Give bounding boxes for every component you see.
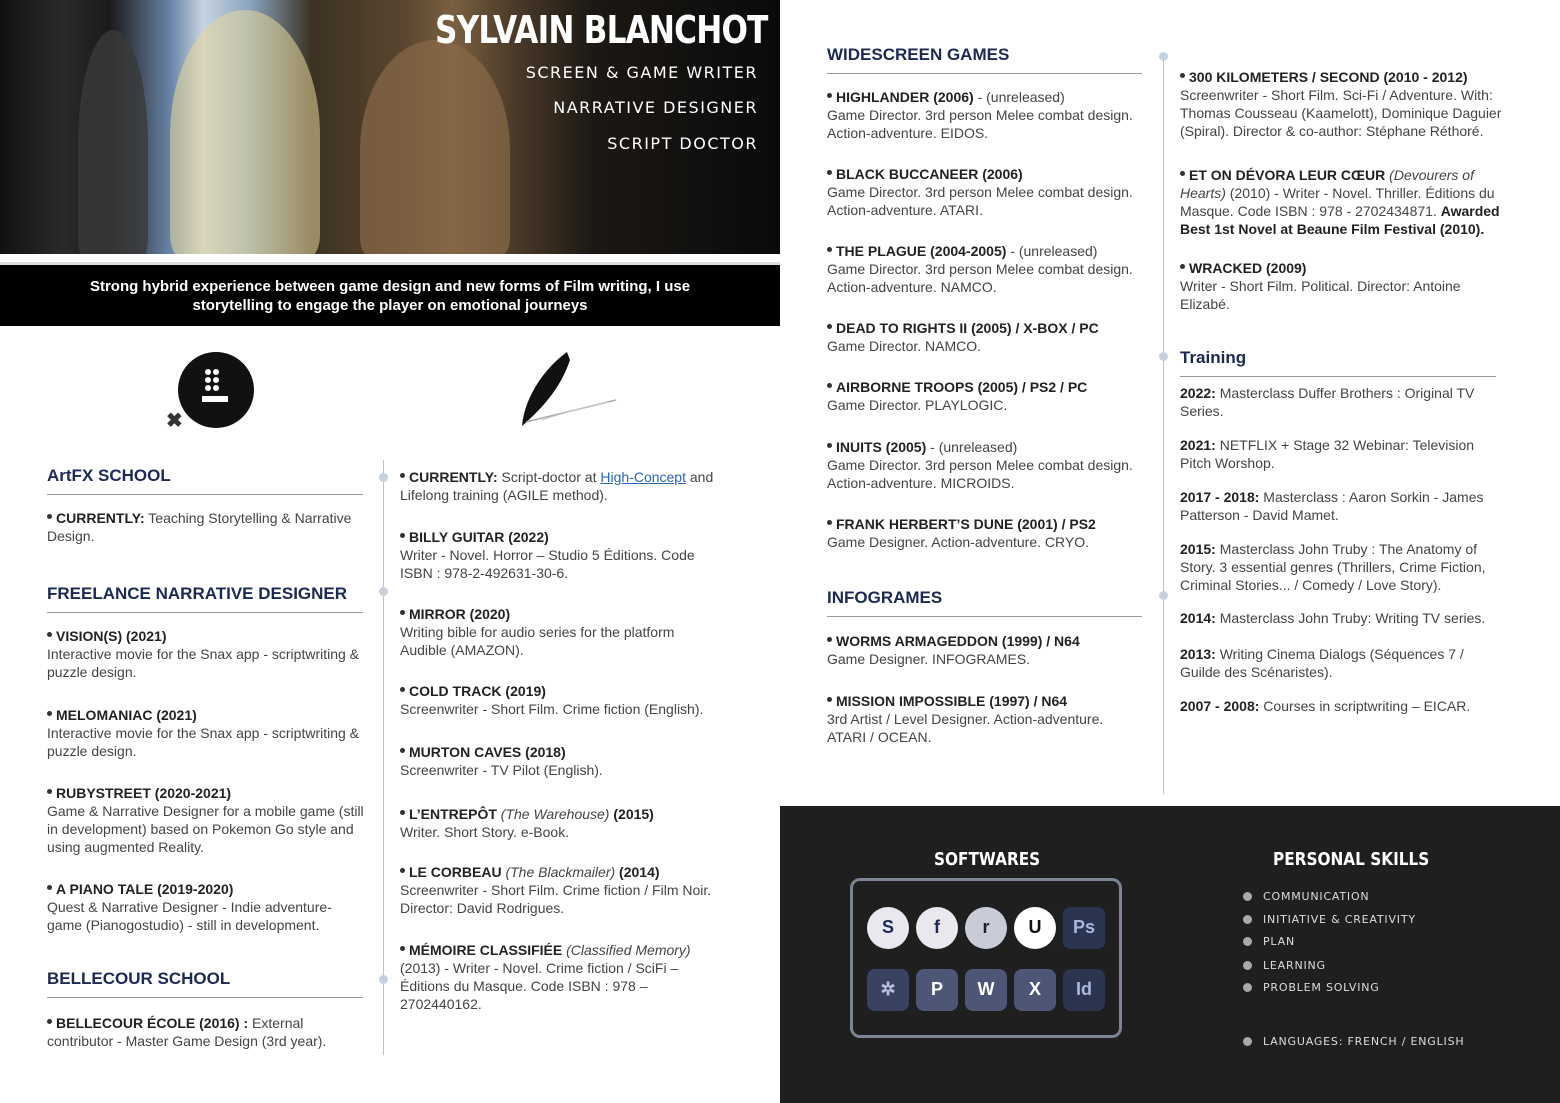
timeline-dot: [379, 473, 388, 482]
list-item: DEAD TO RIGHTS II (2005) / X-BOX / PC Game Director. NAMCO.: [827, 320, 1099, 354]
list-item: BILLY GUITAR (2022) Writer - Novel. Horror – Studio 5 Éditions. Code ISBN : 978-2-492631-30-6.: [400, 529, 695, 581]
section-bellecour: BELLECOUR SCHOOL: [47, 968, 363, 998]
skills-panel: [780, 806, 1560, 1103]
list-item: 2013: Writing Cinema Dialogs (Séquences 7 / Guilde des Scénaristes).: [1180, 646, 1464, 680]
list-item: 2022: Masterclass Duffer Brothers : Original TV Series.: [1180, 385, 1475, 419]
list-item: L’ENTREPÔT (The Warehouse) (2015) Writer. Short Story. e-Book.: [400, 806, 654, 840]
quill-icon: [512, 350, 622, 430]
tagline-line-2: storytelling to engage the player on emotional journeys: [192, 297, 588, 314]
mind-map-icon: ✲: [867, 969, 909, 1011]
role-2: NARRATIVE DESIGNER: [553, 98, 758, 117]
game-controller-icon: [178, 352, 254, 428]
list-item: BLACK BUCCANEER (2006) Game Director. 3rd person Melee combat design. Action-adventure. ATARI.: [827, 166, 1133, 218]
role-1: SCREEN & GAME WRITER: [525, 63, 758, 82]
skill-item: LEARNING: [1263, 959, 1326, 972]
list-item: INUITS (2005) - (unreleased) Game Director. 3rd person Melee combat design. Action-adventure. MICROIDS.: [827, 439, 1133, 491]
section-widescreen: WIDESCREEN GAMES: [827, 44, 1142, 74]
timeline-line: [1163, 52, 1164, 794]
hero-figure-left: [78, 30, 148, 254]
hero-banner: [0, 0, 780, 254]
timeline-dot: [379, 975, 388, 984]
hero-figure-right: [360, 40, 510, 254]
list-item: MÉMOIRE CLASSIFIÉE (Classified Memory) (2013) - Writer - Novel. Crime fiction / SciFi – Éditions du Masque. Code ISBN : 978 – 2702440162.: [400, 942, 691, 1012]
list-item: LE CORBEAU (The Blackmailer) (2014) Screenwriter - Short Film. Crime fiction / Film Noir. Director: David Rodrigues.: [400, 864, 712, 916]
list-item: A PIANO TALE (2019-2020) Quest & Narrative Designer - Indie adventure-game (Pianogostudio) - still in development.: [47, 881, 332, 933]
list-item: COLD TRACK (2019) Screenwriter - Short Film. Crime fiction (English).: [400, 683, 704, 717]
section-training: Training: [1180, 347, 1496, 377]
list-item: FRANK HERBERT’S DUNE (2001) / PS2 Game Designer. Action-adventure. CRYO.: [827, 516, 1096, 550]
list-item: 300 KILOMETERS / SECOND (2010 - 2012) Screenwriter - Short Film. Sci-Fi / Adventure. With: Thomas Cousseau (Kaamelott), Dominique Daguier (Spiral). Director & co-author: Stéphane Réthoré.: [1180, 69, 1502, 139]
photoshop-icon: Ps: [1063, 907, 1105, 949]
list-item: 2021: NETFLIX + Stage 32 Webinar: Television Pitch Worshop.: [1180, 437, 1475, 471]
section-infogrames: INFOGRAMES: [827, 587, 1142, 617]
list-item: WRACKED (2009) Writer - Short Film. Political. Director: Antoine Elizabé.: [1180, 260, 1461, 312]
list-item: VISION(S) (2021) Interactive movie for the Snax app - scriptwriting & puzzle design.: [47, 628, 360, 680]
list-item: MELOMANIAC (2021) Interactive movie for the Snax app - scriptwriting & puzzle design.: [47, 707, 360, 759]
list-item: CURRENTLY: Teaching Storytelling & Narrative Design.: [47, 510, 352, 544]
list-item: MIRROR (2020) Writing bible for audio series for the platform Audible (AMAZON).: [400, 606, 675, 658]
languages-item: LANGUAGES: FRENCH / ENGLISH: [1263, 1035, 1465, 1048]
list-item: HIGHLANDER (2006) - (unreleased) Game Director. 3rd person Melee combat design. Action-adventure. EIDOS.: [827, 89, 1133, 141]
scrivener-icon: S: [867, 907, 909, 949]
cross-icon: ✖: [166, 410, 183, 432]
list-item: WORMS ARMAGEDDON (1999) / N64 Game Designer. INFOGRAMES.: [827, 633, 1080, 667]
skill-item: COMMUNICATION: [1263, 890, 1370, 903]
list-item: MISSION IMPOSSIBLE (1997) / N64 3rd Artist / Level Designer. Action-adventure. ATARI / OCEAN.: [827, 693, 1104, 745]
timeline-dot: [1159, 591, 1168, 600]
softwares-box: [850, 878, 1122, 1038]
softwares-title: SOFTWARES: [934, 849, 1041, 870]
unreal-engine-icon: U: [1014, 907, 1056, 949]
final-draft-icon: f: [916, 907, 958, 949]
list-item: 2007 - 2008: Courses in scriptwriting – EICAR.: [1180, 698, 1471, 714]
timeline-dot: [379, 587, 388, 596]
hero-figure-center: [170, 10, 320, 254]
powerpoint-icon: P: [916, 969, 958, 1011]
name-title: SYLVAIN BLANCHOT: [435, 8, 768, 52]
skill-item: PLAN: [1263, 935, 1295, 948]
section-artfx: ArtFX SCHOOL: [47, 465, 363, 495]
list-item: AIRBORNE TROOPS (2005) / PS2 / PC Game Director. PLAYLOGIC.: [827, 379, 1088, 413]
celtx-icon: r: [965, 907, 1007, 949]
list-item: ET ON DÉVORA LEUR CŒUR (Devourers of Hearts) (2010) - Writer - Novel. Thriller. Éditions du Masque. Code ISBN : 978 - 2702434871. Awarded Best 1st Novel at Beaune Film Festival (2010).: [1180, 167, 1500, 237]
list-item: 2017 - 2018: Masterclass : Aaron Sorkin - James Patterson - David Mamet.: [1180, 489, 1484, 523]
high-concept-link[interactable]: High-Concept: [600, 469, 686, 485]
list-item: THE PLAGUE (2004-2005) - (unreleased) Game Director. 3rd person Melee combat design. Action-adventure. NAMCO.: [827, 243, 1133, 295]
role-3: SCRIPT DOCTOR: [607, 134, 758, 153]
skill-item: INITIATIVE & CREATIVITY: [1263, 913, 1416, 926]
timeline-line: [383, 460, 384, 1055]
excel-icon: X: [1014, 969, 1056, 1011]
list-item: CURRENTLY: Script-doctor at High-Concept and Lifelong training (AGILE method).: [400, 469, 714, 503]
list-item: RUBYSTREET (2020-2021) Game & Narrative Designer for a mobile game (still in development) based on Pokemon Go style and using augmented Reality.: [47, 785, 364, 855]
tagline: [0, 262, 780, 326]
tagline-line-1: Strong hybrid experience between game design and new forms of Film writing, I use: [89, 278, 691, 295]
skill-item: PROBLEM SOLVING: [1263, 981, 1380, 994]
list-item: 2014: Masterclass John Truby: Writing TV series.: [1180, 610, 1486, 626]
indesign-icon: Id: [1063, 969, 1105, 1011]
timeline-dot: [1159, 52, 1168, 61]
word-icon: W: [965, 969, 1007, 1011]
list-item: 2015: Masterclass John Truby : The Anatomy of Story. 3 essential genres (Thrillers, Crime Fiction, Criminal Stories... / Comedy / Love Story).: [1180, 541, 1486, 593]
skills-title: PERSONAL SKILLS: [1273, 849, 1430, 870]
list-item: BELLECOUR ÉCOLE (2016) : External contributor - Master Game Design (3rd year).: [47, 1015, 327, 1049]
list-item: MURTON CAVES (2018) Screenwriter - TV Pilot (English).: [400, 744, 603, 778]
timeline-dot: [1159, 352, 1168, 361]
section-freelance: FREELANCE NARRATIVE DESIGNER: [47, 583, 363, 613]
